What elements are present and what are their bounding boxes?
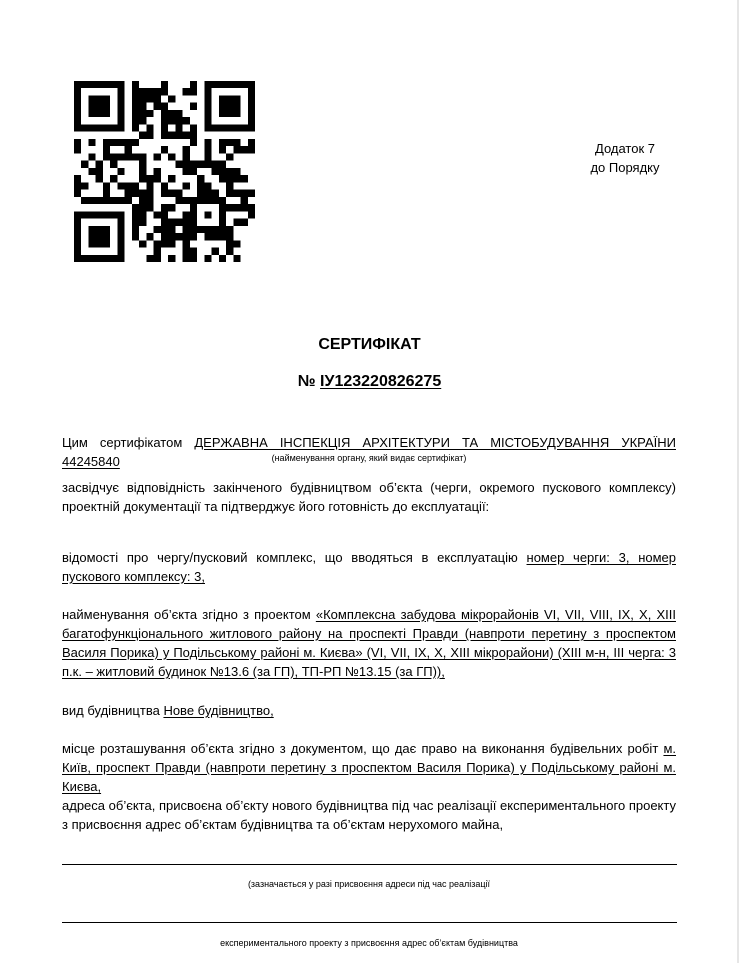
construction-type [62,701,676,720]
object-name-label: найменування об’єкта згідно з проектом [62,607,311,622]
document-title: СЕРТИФІКАТ [318,336,421,353]
queue-info [62,548,676,586]
queue-label: відомості про чергу/пусковий комплекс, що вводяться в експлуатацію [62,550,518,565]
annex-line-2: до Порядку [590,160,660,175]
queue-value: номер черги: 3, номер пускового комплексу: 3, [62,550,676,584]
certifies-text: засвідчує відповідність закінченого будівництвом об’єкта (черги, окремого пускового комплексу) проектній документації та підтверджує його готовність до експлуатації: [62,480,676,514]
address-rule-1 [62,864,677,865]
issuer-line [62,433,676,471]
address-rule-2 [62,922,677,923]
certificate-number [0,373,739,391]
object-location [62,739,676,796]
construction-type-value: Нове будівництво, [163,703,274,718]
object-name-value: «Комплексна забудова мікрорайонів VI, VII, VIII, IX, X, XIII багатофункціонального житлового району на проспекті Правди (навпроти перетину з проспектом Василя Порика) у Подільському районі м. Києва» (VI, VII, IX, X, XIII мікрорайони) (XIII м-н, III черга: 3 п.к. – житловий будинок №13.6 (за ГП), ТП-РП №13.15 (за ГП)), [62,607,676,679]
number-value: ІУ123220826275 [320,373,442,390]
address-caption-1: (зазначається у разі присвоєння адреси під час реалізації [247,879,491,889]
object-address: адреса об’єкта, присвоєна об’єкту нового будівництва під час реалізації експериментального проекту з присвоєння адрес об’єктам будівництва та об’єктам нерухомого майна, [62,798,676,832]
issuer-lead: Цим сертифікатом [62,435,183,450]
qr-code [74,81,255,262]
annex-line-1: Додаток 7 [595,141,655,156]
number-prefix: № [297,373,316,390]
annex-note [580,139,670,177]
construction-type-label: вид будівництва [62,703,160,718]
location-label: місце розташування об’єкта згідно з документом, що дає право на виконання будівельних робіт [62,741,659,756]
issuer-name: ДЕРЖАВНА ІНСПЕКЦІЯ АРХІТЕКТУРИ ТА МІСТОБУДУВАННЯ УКРАЇНИ 44245840 [62,435,676,469]
object-name [62,605,676,681]
address-caption-2: експериментального проекту з присвоєння адрес об’єктам будівництва [220,938,518,948]
location-value: м. Київ, проспект Правди (навпроти перетину з проспектом Василя Порика) у Подільському районі м. Києва, [62,741,676,794]
issuer-caption: (найменування органу, який видає сертифікат) [271,453,467,463]
